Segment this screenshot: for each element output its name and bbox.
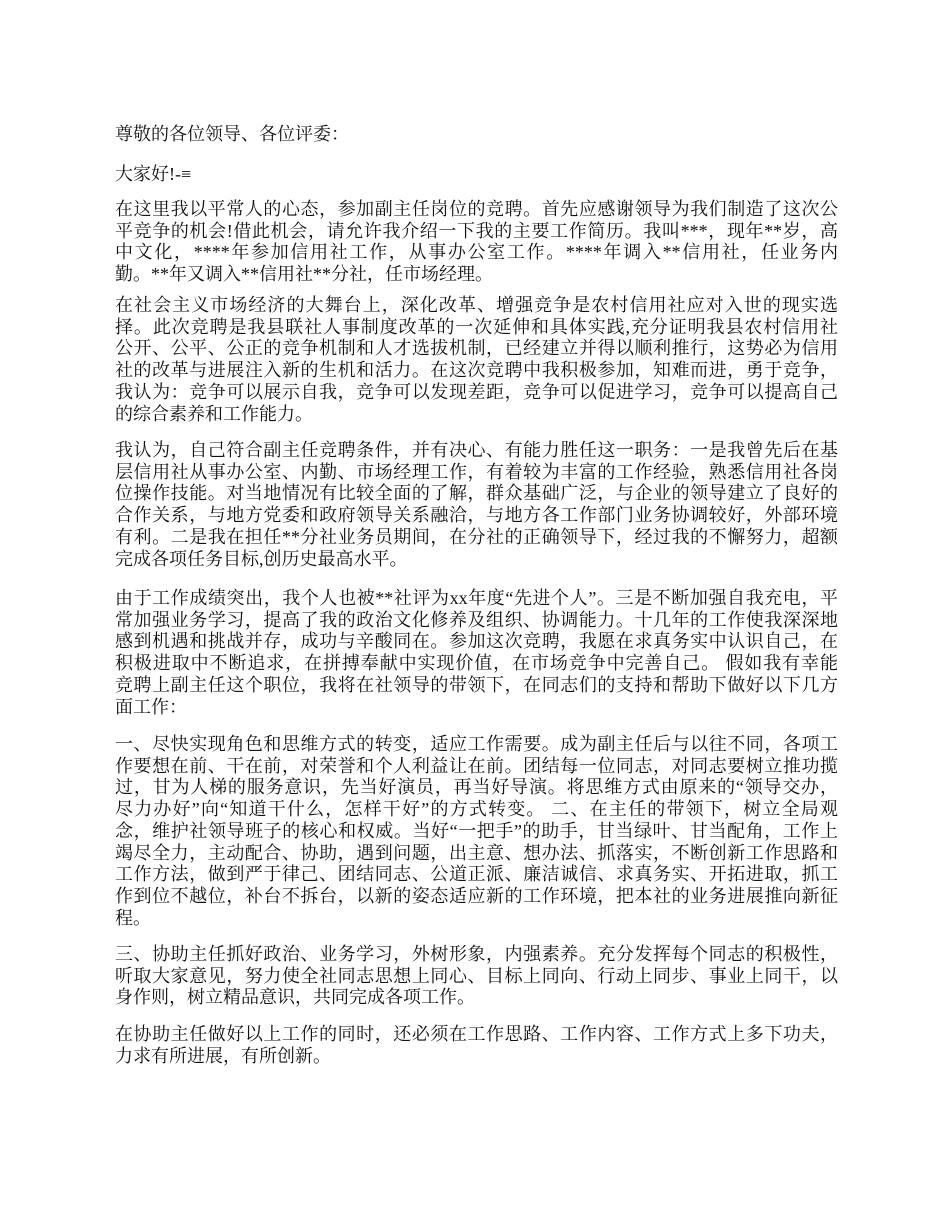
text-line: 在社会主义市场经济的大舞台上，深化改革、增强竞争是农村信用社应对入世的现实选 <box>115 295 838 315</box>
text-line: 竞聘上副主任这个职位，我将在社领导的带领下，在同志们的支持和帮助下做好以下几方 <box>115 674 838 695</box>
paragraph-introduction <box>115 199 838 286</box>
paragraph-plan-one-two <box>115 734 838 929</box>
greeting <box>115 164 838 186</box>
text-line: 过，甘为人梯的服务意识，先当好演员，再当好导演。将思维方式由原来的“领导交办， <box>115 777 838 798</box>
text-line: 积极进取中不断追求，在拼搏奉献中实现价值，在市场竞争中完善自己。 假如我有幸能 <box>115 653 838 674</box>
paragraph-closing <box>115 1024 838 1067</box>
text-line: 勤。**年又调入**信用社**分社，任市场经理。 <box>115 264 493 285</box>
paragraph-achievements <box>115 588 838 718</box>
text-line: 合作关系，与地方党委和政府领导关系融洽，与地方各工作部门业务协调较好，外部环境 <box>115 505 838 526</box>
text-line: 工作方法，做到严于律己、团结同志、公道正派、廉洁诚信、求真务实、开拓进取，抓工 <box>115 864 838 885</box>
text-line: 尽力办好”向“知道干什么，怎样干好”的方式转变。 二、在主任的带领下，树立全局观 <box>115 799 838 820</box>
text-line: 大家好!-≡ <box>115 164 192 184</box>
text-line: 有利。二是我在担任**分社业务员期间，在分社的正确领导下，经过我的不懈努力，超额 <box>115 526 838 547</box>
text-line: 感到机遇和挑战并存，成功与辛酸同在。参加这次竞聘，我愿在求真务实中认识自己，在 <box>115 631 838 652</box>
text-line: 尊敬的各位领导、各位评委： <box>115 124 349 144</box>
salutation <box>115 124 838 146</box>
text-line: 的综合素养和工作能力。 <box>115 403 313 424</box>
text-line: 听取大家意见，努力使全社同志思想上同心、目标上同向、行动上同步、事业上同干，以 <box>115 965 838 986</box>
text-line: 位操作技能。对当地情况有比较全面的了解，群众基础广泛，与企业的领导建立了良好的 <box>115 483 838 504</box>
text-line: 面工作： <box>115 696 187 717</box>
text-line: 公开、公平、公正的竞争机制和人才选拔机制，已经建立并得以顺利推行，这势必为信用 <box>115 338 838 359</box>
text-line: 念，维护社领导班子的核心和权威。当好“一把手”的助手，甘当绿叶、甘当配角，工作上 <box>115 820 838 841</box>
text-line: 完成各项任务目标,创历史最高水平。 <box>115 548 408 569</box>
text-line: 我认为，自己符合副主任竞聘条件，并有决心、有能力胜任这一职务：一是我曾先后在基 <box>115 440 838 460</box>
paragraph-background <box>115 295 838 425</box>
text-line: 择。此次竞聘是我县联社人事制度改革的一次延伸和具体实践,充分证明我县农村信用社 <box>115 316 838 337</box>
text-line: 平竞争的机会!借此机会，请允许我介绍一下我的主要工作简历。我叫***，现年**岁，高 <box>115 220 838 241</box>
text-line: 一、尽快实现角色和思维方式的转变，适应工作需要。成为副主任后与以往不同，各项工 <box>115 734 838 754</box>
text-line: 在协助主任做好以上工作的同时，还必须在工作思路、工作内容、工作方式上多下功夫， <box>115 1024 838 1044</box>
paragraph-qualifications <box>115 440 838 570</box>
text-line: 作到位不越位，补台不拆台，以新的姿态适应新的工作环境，把本社的业务进展推向新征 <box>115 885 838 906</box>
paragraph-plan-three <box>115 944 838 1009</box>
text-line: 程。 <box>115 907 151 928</box>
text-line: 常加强业务学习，提高了我的政治文化修养及组织、协调能力。十几年的工作使我深深地 <box>115 609 838 630</box>
text-line: 力求有所进展，有所创新。 <box>115 1045 331 1066</box>
text-line: 社的改革与进展注入新的生机和活力。在这次竞聘中我积极参加，知难而进，勇于竞争， <box>115 360 838 381</box>
text-line: 身作则，树立精品意识，共同完成各项工作。 <box>115 987 475 1008</box>
text-line: 由于工作成绩突出，我个人也被**社评为xx年度“先进个人”。三是不断加强自我充电，平 <box>115 588 838 608</box>
text-line: 我认为：竞争可以展示自我，竞争可以发现差距，竞争可以促进学习，竞争可以提高自己 <box>115 381 838 402</box>
text-line: 竭尽全力，主动配合、协助，遇到问题，出主意、想办法、抓落实，不断创新工作思路和 <box>115 842 838 863</box>
text-line: 三、协助主任抓好政治、业务学习，外树形象，内强素养。充分发挥每个同志的积极性， <box>115 944 838 964</box>
text-line: 层信用社从事办公室、内勤、市场经理工作，有着较为丰富的工作经验，熟悉信用社各岗 <box>115 461 838 482</box>
text-line: 作要想在前、干在前，对荣誉和个人利益让在前。团结每一位同志，对同志要树立推功揽 <box>115 755 838 776</box>
text-line: 在这里我以平常人的心态，参加副主任岗位的竞聘。首先应感谢领导为我们制造了这次公 <box>115 199 838 219</box>
text-line: 中文化，****年参加信用社工作，从事办公室工作。****年调入**信用社，任业务内 <box>115 242 838 263</box>
